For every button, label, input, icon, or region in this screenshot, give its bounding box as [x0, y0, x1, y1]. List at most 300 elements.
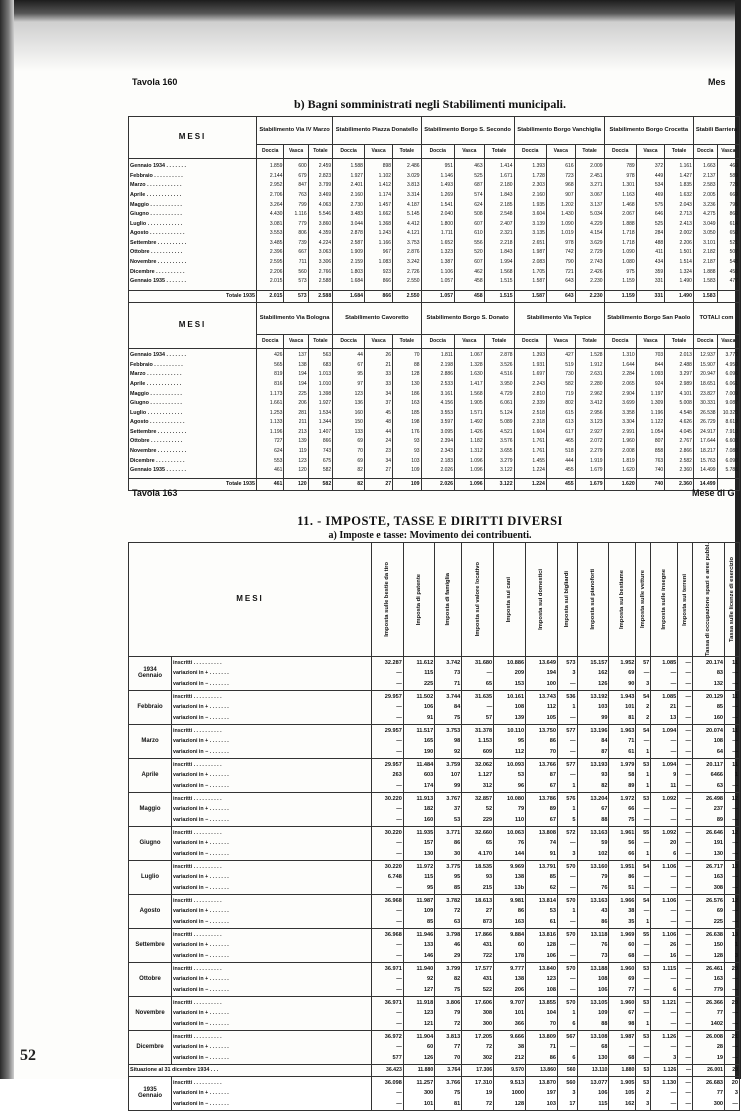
tax-col-header-cell: [435, 543, 462, 657]
tax-cell: 13.077 106 115: [577, 1076, 609, 1110]
tax-cell: 1.092 — —: [651, 792, 678, 826]
situation-cell: 53: [636, 1064, 651, 1076]
tax-cell: 17.205 72 302: [462, 1030, 494, 1064]
group-header-bottom-0: Stabilimento Via Bologna: [257, 303, 333, 335]
tax-month-label: 1934 Gennaio: [129, 656, 172, 690]
tax-month-row: [129, 724, 740, 758]
tax-cell: 13.196 84 87: [577, 724, 609, 758]
tax-cell: 11.913 182 160: [403, 792, 434, 826]
tax-cell: 570 1 —: [557, 894, 577, 928]
tax-cell: 10.063 76 144: [494, 826, 526, 860]
data-col-top-2: 2.459 2.823 3.799 3.469 4.063 5.546 3.860 4.359 4.224 3.063 3.306 2.766 2.588: [308, 159, 333, 291]
tax-cell: 567 — 6: [557, 1030, 577, 1064]
total-cell: 643: [546, 291, 575, 303]
total-cell: 866: [364, 291, 392, 303]
tax-cell: 31.680 — 65: [462, 656, 494, 690]
data-col-top-3: 1.588 1.927 2.401 2.160 2.730 3.483 3.044 2.878 2.587 1.909 2.159 1.803 1.684: [333, 159, 365, 291]
tax-cell: 17.310 19 72: [462, 1076, 494, 1110]
tax-cell: 26.683 77 300: [693, 1076, 725, 1110]
tax-cell: 32.287 — —: [371, 656, 403, 690]
tax-cell: 1.979 58 89: [609, 758, 636, 792]
tax-cell: 17.577 431 522: [462, 962, 494, 996]
tax-cell: 3.775 95 85: [435, 860, 462, 894]
tax-cell: 54 — 1: [636, 894, 651, 928]
tax-cell: 11.987 109 85: [403, 894, 434, 928]
tax-cell: — — —: [678, 724, 693, 758]
sub-col-header: Totale: [665, 335, 694, 349]
tax-cell: 20 3 —: [725, 1076, 740, 1110]
tax-row-descriptions: inscritti . . . . . . . . . . variazioni in + . . . . . . . variazioni in − . . . . . . .: [172, 894, 372, 928]
sub-col-header: Totale: [308, 335, 333, 349]
tax-cell: 12 — —: [725, 894, 740, 928]
tax-cell: 11.904 60 126: [403, 1030, 434, 1064]
data-col-bottom-3: 44 67 95 97 123 136 160 150 133 69 70 69 82: [333, 349, 365, 479]
sub-col-header: Doccia: [421, 145, 454, 159]
tax-col-header-cell: [526, 543, 558, 657]
tax-col-header-cell: [462, 543, 494, 657]
tax-cell: 1.952 69 90: [609, 656, 636, 690]
tax-cell: 1.960 69 77: [609, 962, 636, 996]
situation-cell: 13.860: [526, 1064, 558, 1076]
data-col-top-15: 1.663 2.137 2.583 2.005 3.236 4.275 3.049 3.050 3.101 2.182 2.187 1.888 1.583: [693, 159, 717, 291]
tax-cell: 13.118 76 73: [577, 928, 609, 962]
situation-cell: 1.126: [651, 1064, 678, 1076]
group-header-bottom-1: Stabilimento Cavoretto: [333, 303, 421, 335]
tax-month-row: [129, 656, 740, 690]
tax-cell: 53 — 1: [636, 996, 651, 1030]
tax-cell: 30.220 — —: [371, 826, 403, 860]
sub-col-header: Doccia: [333, 145, 365, 159]
tax-cell: 26.717 163 308: [693, 860, 725, 894]
tax-month-label: Giugno: [129, 826, 172, 860]
tax-cell: 9.981 86 163: [494, 894, 526, 928]
tavola-label-top-right: Mes: [708, 77, 726, 87]
tax-row-descriptions: inscritti . . . . . . . . . . variazioni in + . . . . . . . variazioni in − . . . . . . .: [172, 1030, 372, 1064]
tax-cell: 560 3 17: [557, 1076, 577, 1110]
tax-cell: 20.074 108 64: [693, 724, 725, 758]
tax-row-descriptions: inscritti . . . . . . . . . . variazioni in + . . . . . . . variazioni in − . . . . . . .: [172, 724, 372, 758]
tax-cell: 26.576 69 225: [693, 894, 725, 928]
tax-cell: 1.960 67 98: [609, 996, 636, 1030]
tax-cell: 30.220 6.748 —: [371, 860, 403, 894]
tax-cell: 3.742 73 71: [435, 656, 462, 690]
tax-cell: 3.767 37 53: [435, 792, 462, 826]
tax-month-row: [129, 758, 740, 792]
group-header-bottom-4: Stabilimento Borgo San Paolo: [604, 303, 693, 335]
tax-col-header: Imposta sul valore locativo: [474, 562, 481, 637]
tax-cell: 20.174 83 132: [693, 656, 725, 690]
tax-cell: 13.163 59 102: [577, 826, 609, 860]
tax-row-descriptions: inscritti . . . . . . . . . . variazioni in + . . . . . . . variazioni in − . . . . . . .: [172, 928, 372, 962]
situation-cell: 1.880: [609, 1064, 636, 1076]
tax-col-header-cell: [725, 543, 740, 657]
situation-cell: 17.306: [462, 1064, 494, 1076]
data-col-top-7: 463 525 687 574 624 508 607 610 556 520 607 462 458: [455, 159, 485, 291]
total-cell: 2.015: [257, 291, 284, 303]
tax-cell: 11.502 106 91: [403, 690, 434, 724]
tax-col-header-cell: [403, 543, 434, 657]
tax-cell: 3.813 77 70: [435, 1030, 462, 1064]
tax-month-label: Maggio: [129, 792, 172, 826]
data-col-bottom-13: 703 844 1.093 924 1.197 1.309 1.196 1.122 1.054 807 858 763 740: [636, 349, 664, 479]
sub-col-header: Vasca: [717, 335, 739, 349]
tax-cell: 53 1 1: [636, 758, 651, 792]
mesi-header-bottom: MESI: [129, 303, 257, 349]
sub-col-header: Totale: [484, 145, 514, 159]
sub-col-header: Doccia: [257, 335, 284, 349]
sub-col-header: Totale: [575, 335, 604, 349]
tax-cell: 30.220 — —: [371, 792, 403, 826]
tax-cell: 3.753 98 92: [435, 724, 462, 758]
tax-month-label: Febbraio: [129, 690, 172, 724]
tax-cell: 11.612 115 225: [403, 656, 434, 690]
page-number: 52: [20, 1047, 36, 1064]
tax-cell: 1.963 71 61: [609, 724, 636, 758]
tax-month-row: [129, 792, 740, 826]
tax-row-descriptions: inscritti . . . . . . . . . . variazioni in + . . . . . . . variazioni in − . . . . . . .: [172, 962, 372, 996]
tax-cell: 13.188 108 106: [577, 962, 609, 996]
total-cell: 331: [636, 291, 664, 303]
tax-col-header-cell: [557, 543, 577, 657]
tax-cell: 577 — 1: [557, 758, 577, 792]
situation-label: Situazione al 31 dicembre 1934 . . .: [129, 1064, 372, 1076]
tax-cell: 18.535 93 215: [462, 860, 494, 894]
total-cell-extra: [717, 291, 739, 303]
tax-cell: 26.366 77 1402: [693, 996, 725, 1030]
data-col-bottom-2: 563 683 1.013 1.010 1.398 1.927 1.534 1.344 1.407 866 743 675 582: [308, 349, 333, 479]
tax-cell: 20 — —: [725, 996, 740, 1030]
tax-row-descriptions: inscritti . . . . . . . . . . variazioni in + . . . . . . . variazioni in − . . . . . . .: [172, 860, 372, 894]
tax-cell: 12 — —: [725, 792, 740, 826]
tax-cell: 13.816 128 106: [526, 928, 558, 962]
data-col-top-4: 898 1.102 1.412 1.174 1.457 1.662 1.368 1.243 1.166 967 1.083 923 866: [364, 159, 392, 291]
tax-cell: 9.777 138 206: [494, 962, 526, 996]
tavola-label-mid: Tavola 163: [132, 488, 178, 498]
total-cell: 120: [284, 479, 308, 491]
situation-row: [129, 1064, 740, 1076]
tax-month-label: Settembre: [129, 928, 172, 962]
group-header-top-3: Stabilimento Borgo Vanchiglia: [514, 117, 604, 145]
tax-col-header: Tassa sulle licenze di esercizio: [728, 557, 735, 642]
tax-cell: 13 1 3: [725, 928, 740, 962]
sub-col-header: Totale: [665, 145, 694, 159]
tax-cell: — — —: [678, 1030, 693, 1064]
total-cell: 1.679: [575, 479, 604, 491]
tax-cell: 11.935 157 130: [403, 826, 434, 860]
tax-cell: — — —: [678, 860, 693, 894]
total-cell: 2.550: [393, 291, 421, 303]
tax-month-label: 1935 Gennaio: [129, 1076, 172, 1110]
tax-cell: 570 — —: [557, 962, 577, 996]
tax-col-header-cell: [678, 543, 693, 657]
tax-cell: 3.798 46 29: [435, 928, 462, 962]
tax-col-header-cell: [371, 543, 403, 657]
tax-month-row: [129, 894, 740, 928]
tax-row-descriptions: inscritti . . . . . . . . . . variazioni in + . . . . . . . variazioni in − . . . . . . .: [172, 690, 372, 724]
baths-table: [128, 116, 740, 491]
sub-col-header: Totale: [308, 145, 333, 159]
sub-col-header: Totale: [393, 335, 421, 349]
total-cell: 14.499: [693, 479, 717, 491]
sub-col-header: Doccia: [514, 145, 546, 159]
total-cell: 455: [546, 479, 575, 491]
section-subtitle: a) Imposte e tasse: Movimento dei contribuenti.: [328, 530, 532, 541]
tax-cell: 11.940 92 127: [403, 962, 434, 996]
data-col-top-8: 1.414 1.671 2.180 1.843 2.185 2.548 2.407 2.321 2.218 1.843 1.994 1.568 1.515: [484, 159, 514, 291]
total-cell: 1.515: [484, 291, 514, 303]
tax-cell: 54 2 2: [636, 690, 651, 724]
tax-cell: 32.660 65 4.170: [462, 826, 494, 860]
scan-top-shadow: [0, 22, 741, 72]
sub-col-header: Doccia: [604, 145, 636, 159]
tax-cell: 36.968 — —: [371, 928, 403, 962]
tax-cell: 10.886 209 153: [494, 656, 526, 690]
sub-col-header: Doccia: [257, 145, 284, 159]
tax-cell: 3.744 84 75: [435, 690, 462, 724]
tax-cell: 31.635 — 57: [462, 690, 494, 724]
total-cell: 27: [364, 479, 392, 491]
sub-col-header: Vasca: [364, 335, 392, 349]
tax-col-header-cell: [609, 543, 636, 657]
tax-col-header: Imposta di famiglia: [445, 573, 452, 626]
data-col-top-16: 460 589 728 669 795 860 614 650 521 507 548 456 477: [717, 159, 739, 291]
tax-cell: 32.062 1.127 312: [462, 758, 494, 792]
tax-cell: 11.484 603 174: [403, 758, 434, 792]
scan-top-edge: [0, 0, 741, 22]
tax-cell: 1.094 — —: [651, 724, 678, 758]
data-col-top-9: 1.393 1.728 2.303 2.160 1.935 3.604 3.139 3.135 2.651 1.987 2.083 1.705 1.587: [514, 159, 546, 291]
tax-cell: 13.105 109 88: [577, 996, 609, 1030]
tax-month-label: Marzo: [129, 724, 172, 758]
sub-col-header: Doccia: [604, 335, 636, 349]
tax-cell: 13.204 67 88: [577, 792, 609, 826]
tax-cell: 1.106 — —: [651, 860, 678, 894]
situation-cell: 20: [725, 1064, 740, 1076]
tax-cell: 20.129 85 160: [693, 690, 725, 724]
tax-cell: 1.106 26 16: [651, 928, 678, 962]
tax-row-descriptions: inscritti . . . . . . . . . . variazioni in + . . . . . . . variazioni in − . . . . . . .: [172, 1076, 372, 1110]
months-column-bottom: Gennaio 1934 . . . . . . . Febbraio . . . . . . . . . . Marzo . . . . . . . . . . . . Aprile . . . . . . . . . . . . Maggio . . . . . . . . . . . Giugno . . . . . . . . . . . Luglio . . . . . . . . . . . . Agosto . . . . . . . . . . . . Settembre . . . . . . . . . . Ottobre . . . . . . . . . . . Novembre . . . . . . . . . . Dicembre . . . . . . . . . . Gennaio 1935 . . . . . . .: [129, 349, 257, 479]
sub-col-header: Vasca: [717, 145, 739, 159]
situation-cell: —: [678, 1064, 693, 1076]
sub-col-header: Doccia: [514, 335, 546, 349]
tax-cell: 26.646 191 130: [693, 826, 725, 860]
total-cell: 458: [455, 291, 485, 303]
tax-cell: 13.840 123 108: [526, 962, 558, 996]
tax-cell: 53 — —: [636, 1030, 651, 1064]
tax-cell: 13.108 68 130: [577, 1030, 609, 1064]
situation-cell: 26.001: [693, 1064, 725, 1076]
tax-month-label: Agosto: [129, 894, 172, 928]
data-col-bottom-7: 1.067 1.328 1.630 1.417 1.568 1.905 1.571 1.492 1.426 1.182 1.312 1.096 1.096: [455, 349, 485, 479]
tax-cell: 11.517 165 190: [403, 724, 434, 758]
tax-month-label: Luglio: [129, 860, 172, 894]
tax-cell: 1.126 — 3: [651, 1030, 678, 1064]
total-cell: 2.588: [308, 291, 333, 303]
mesi-header: MESI: [129, 117, 257, 159]
tavola-label-top: Tavola 160: [132, 77, 178, 87]
tax-cell: 1.972 66 75: [609, 792, 636, 826]
tax-cell: 26.008 28 19: [693, 1030, 725, 1064]
tax-cell: 1.115 — 6: [651, 962, 678, 996]
tax-cell: 29.957 — —: [371, 690, 403, 724]
tax-cell: 1.961 56 66: [609, 826, 636, 860]
data-col-bottom-5: 70 88 128 130 186 163 185 198 176 93 93 103 109: [393, 349, 421, 479]
data-col-bottom-0: 426 565 819 816 1.173 1.661 1.253 1.133 1.196 727 624 553 461: [257, 349, 284, 479]
tax-cell: 13.786 89 67: [526, 792, 558, 826]
tax-cell: 570 — —: [557, 928, 577, 962]
tax-cell: 1.969 60 68: [609, 928, 636, 962]
tax-col-header-cell: [577, 543, 609, 657]
tax-cell: 9.666 38 212: [494, 1030, 526, 1064]
tax-cell: 29.957 263 —: [371, 758, 403, 792]
tax-col-header-cell: [693, 543, 725, 657]
data-col-bottom-1: 137 138 194 194 225 206 281 211 213 139 119 123 120: [284, 349, 308, 479]
data-col-top-6: 951 1.146 1.493 1.269 1.541 2.040 1.800 1.711 1.652 1.323 1.387 1.106 1.057: [421, 159, 454, 291]
tax-row-descriptions: inscritti . . . . . . . . . . variazioni in + . . . . . . . variazioni in − . . . . . . .: [172, 996, 372, 1030]
tax-cell: 1.130 — —: [651, 1076, 678, 1110]
scan-left-edge: [0, 0, 14, 1079]
total-cell: 1.057: [421, 291, 454, 303]
situation-cell: 3.764: [435, 1064, 462, 1076]
tax-cell: 11 — —: [725, 690, 740, 724]
total-cell: 2.026: [421, 479, 454, 491]
tax-cell: 36.098 — —: [371, 1076, 403, 1110]
data-col-bottom-12: 1.310 1.644 2.284 2.065 2.904 3.699 3.358 3.304 2.991 1.960 2.008 1.819 1.620: [604, 349, 636, 479]
data-col-bottom-8: 2.878 3.526 4.516 3.950 4.729 6.061 5.124 5.089 4.521 3.576 3.655 3.279 3.122: [484, 349, 514, 479]
tax-cell: 573 3 —: [557, 656, 577, 690]
group-header-bottom-2: Stabilimento Borgo S. Donato: [421, 303, 514, 335]
tax-cell: — — —: [678, 962, 693, 996]
tax-cell: 13 — —: [725, 860, 740, 894]
tax-cell: 13.193 93 82: [577, 758, 609, 792]
tax-cell: 11.972 115 95: [403, 860, 434, 894]
situation-cell: 9.570: [494, 1064, 526, 1076]
tax-cell: 13.855 104 70: [526, 996, 558, 1030]
tax-cell: 10.093 53 96: [494, 758, 526, 792]
tax-cell: 13.649 194 100: [526, 656, 558, 690]
group-header-top-5: Stabili Barriera: [693, 117, 739, 145]
tax-cell: 36.971 — —: [371, 962, 403, 996]
tax-cell: 26.498 237 89: [693, 792, 725, 826]
total-cell: 461: [257, 479, 284, 491]
data-col-top-10: 616 723 968 907 1.202 1.430 1.090 1.019 978 742 790 721 643: [546, 159, 575, 291]
tax-col-header-cell: [651, 543, 678, 657]
tax-cell: — — —: [678, 656, 693, 690]
tax-month-row: [129, 1030, 740, 1064]
situation-cell: 13.110: [577, 1064, 609, 1076]
tax-month-row: [129, 690, 740, 724]
tax-cell: 10.110 95 112: [494, 724, 526, 758]
total-cell: 109: [393, 479, 421, 491]
tavola-label-mid-right: Mese di G: [692, 488, 735, 498]
tax-cell: 570 — —: [557, 860, 577, 894]
data-col-bottom-15: 12.937 15.907 20.947 18.651 23.827 30.331 26.538 26.729 24.917 17.644 18.217 15.763 14.499: [693, 349, 717, 479]
tax-cell: 11.257 300 101: [403, 1076, 434, 1110]
tax-cell: 15.157 162 126: [577, 656, 609, 690]
tax-cell: 1.905 105 162: [609, 1076, 636, 1110]
tax-cell: 10.161 108 139: [494, 690, 526, 724]
tax-cell: 577 — —: [557, 724, 577, 758]
data-col-top-14: 1.161 1.427 1.835 1.632 2.043 2.713 2.413 2.002 2.206 1.501 1.514 1.324 1.490: [665, 159, 694, 291]
total-cell: 1.096: [455, 479, 485, 491]
data-col-top-1: 600 679 847 763 799 1.116 779 806 739 667 711 560 573: [284, 159, 308, 291]
tax-cell: 1.951 86 51: [609, 860, 636, 894]
sub-col-header: Doccia: [693, 145, 717, 159]
tax-cell: 536 1 —: [557, 690, 577, 724]
tax-cell: 11.946 133 146: [403, 928, 434, 962]
sub-col-header: Doccia: [693, 335, 717, 349]
tax-col-header: Tassa di occupazione spazi e aree pubbl.: [705, 543, 712, 656]
data-col-bottom-9: 1.393 1.931 1.697 2.243 2.810 2.339 2.518 2.318 1.604 1.761 1.761 1.455 1.224: [514, 349, 546, 479]
tax-cell: 9.707 101 366: [494, 996, 526, 1030]
tax-cell: 3.782 72 63: [435, 894, 462, 928]
sub-col-header: Doccia: [333, 335, 365, 349]
total-cell: 2.230: [575, 291, 604, 303]
tax-cell: 11 1 —: [725, 758, 740, 792]
tax-cell: 1.943 101 81: [609, 690, 636, 724]
group-header-bottom-5: TOTALI com: [693, 303, 739, 335]
data-col-bottom-14: 2.013 2.488 3.297 2.989 4.101 5.008 4.548 4.626 4.045 2.767 2.866 2.582 2.360: [665, 349, 694, 479]
sub-col-header: Vasca: [546, 145, 575, 159]
tax-cell: 18.613 27 873: [462, 894, 494, 928]
tax-cell: 13.160 79 76: [577, 860, 609, 894]
sub-col-header: Totale: [484, 335, 514, 349]
tax-cell: 54 — —: [636, 860, 651, 894]
tax-cell: 9.884 60 178: [494, 928, 526, 962]
tax-row-descriptions: inscritti . . . . . . . . . . variazioni in + . . . . . . . variazioni in − . . . . . . .: [172, 656, 372, 690]
tax-cell: 11 — —: [725, 724, 740, 758]
tax-cell: 1.966 38 35: [609, 894, 636, 928]
tax-cell: 1.106 — —: [651, 894, 678, 928]
tax-cell: 12 — —: [725, 826, 740, 860]
tax-cell: 3.759 107 99: [435, 758, 462, 792]
tax-cell: 1.987 — 68: [609, 1030, 636, 1064]
total-cell: 1.159: [604, 291, 636, 303]
tax-cell: 26.461 163 779: [693, 962, 725, 996]
sub-col-header: Vasca: [284, 335, 308, 349]
data-col-bottom-6: 1.811 2.198 2.886 2.533 3.161 4.156 3.553 3.597 3.095 2.394 2.343 2.183 2.026: [421, 349, 454, 479]
tax-cell: 21 — —: [725, 1030, 740, 1064]
tax-row-descriptions: inscritti . . . . . . . . . . variazioni in + . . . . . . . variazioni in − . . . . . . .: [172, 826, 372, 860]
tax-month-row: [129, 860, 740, 894]
tax-cell: 1.085 — —: [651, 656, 678, 690]
tax-cell: — — —: [678, 758, 693, 792]
tax-row-descriptions: inscritti . . . . . . . . . . variazioni in + . . . . . . . variazioni in − . . . . . . .: [172, 792, 372, 826]
data-col-bottom-10: 427 519 730 582 719 802 615 613 617 465 518 444 455: [546, 349, 575, 479]
tax-cell: 17.606 308 300: [462, 996, 494, 1030]
tax-month-label: Novembre: [129, 996, 172, 1030]
tax-col-header: Imposta sui cani: [506, 576, 513, 623]
tax-col-header: Imposta sui pianoforti: [589, 569, 596, 630]
tax-cell: 13.791 85 62: [526, 860, 558, 894]
sub-col-header: Vasca: [455, 145, 485, 159]
tax-cell: 13.808 74 91: [526, 826, 558, 860]
tax-cell: 13.809 71 86: [526, 1030, 558, 1064]
tax-cell: 3.806 79 72: [435, 996, 462, 1030]
tax-cell: 53 — —: [636, 962, 651, 996]
sub-col-header: Totale: [575, 145, 604, 159]
tax-cell: 36.972 — 577: [371, 1030, 403, 1064]
situation-cell: 11.880: [403, 1064, 434, 1076]
tax-month-label: Dicembre: [129, 1030, 172, 1064]
tax-cell: 13.192 103 99: [577, 690, 609, 724]
group-header-top-4: Stabilimento Borgo Crocetta: [604, 117, 693, 145]
tax-cell: 26.638 150 128: [693, 928, 725, 962]
tax-cell: 55 — 1: [636, 826, 651, 860]
tax-month-label: Ottobre: [129, 962, 172, 996]
tax-col-header: Imposta sui bigliardi: [564, 571, 571, 628]
